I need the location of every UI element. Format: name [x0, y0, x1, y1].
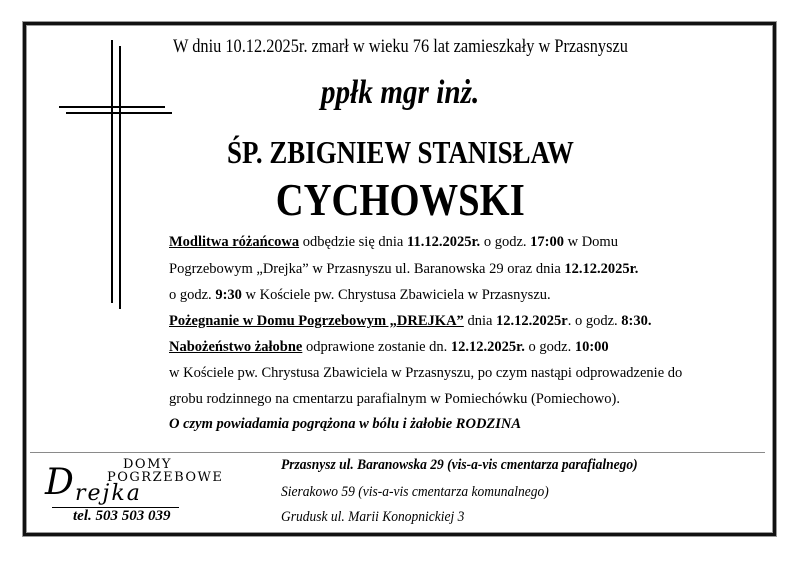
- logo-rejka: rejka: [75, 481, 142, 506]
- deceased-rank: ppłk mgr inż.: [320, 74, 480, 111]
- rosary-label: Modlitwa różańcowa: [169, 234, 300, 250]
- service-line-1: Nabożeństwo żałobne odprawione zostanie dn. 12.12.2025r. o godz. 10:00: [169, 339, 609, 355]
- logo-domy: DOMY: [123, 457, 172, 472]
- logo-pogrzebowe: POGRZEBOWE: [107, 470, 224, 485]
- deceased-surname: CYCHOWSKI: [275, 174, 525, 225]
- funeral-home-phone: tel. 503 503 039: [73, 508, 171, 524]
- service-line-2: w Kościele pw. Chrystusa Zbawiciela w Przasnyszu, po czym nastąpi odprowadzenie do: [169, 365, 683, 381]
- service-label: Nabożeństwo żałobne: [169, 339, 303, 355]
- deceased-given-names: ŚP. ZBIGNIEW STANISŁAW: [226, 134, 574, 170]
- rosary-line-2: Pogrzebowym „Drejka” w Przasnyszu ul. Baranowska 29 oraz dnia 12.12.2025r.: [169, 261, 639, 277]
- footer-divider: [30, 452, 765, 453]
- death-announcement: W dniu 10.12.2025r. zmarł w wieku 76 lat zamieszkały w Przasnyszu: [172, 36, 628, 57]
- address-przasnysz: Przasnysz ul. Baranowska 29 (vis-a-vis cmentarza parafialnego): [281, 457, 638, 473]
- address-sierakowo: Sierakowo 59 (vis-a-vis cmentarza komunalnego): [281, 484, 549, 500]
- farewell-label: Pożegnanie w Domu Pogrzebowym „DREJKA”: [169, 313, 464, 329]
- family-closing: O czym powiadamia pogrążona w bólu i żałobie RODZINA: [169, 416, 522, 432]
- rosary-line-3: o godz. 9:30 w Kościele pw. Chrystusa Zbawiciela w Przasnyszu.: [169, 287, 551, 303]
- service-line-3: grobu rodzinnego na cmentarzu parafialnym w Pomiechówku (Pomiechowo).: [169, 391, 620, 407]
- logo-initial: D: [45, 462, 74, 503]
- funeral-home-logo: [45, 455, 225, 527]
- farewell-line: Pożegnanie w Domu Pogrzebowym „DREJKA” dnia 12.12.2025r. o godz. 8:30.: [169, 313, 652, 329]
- rosary-line-1: Modlitwa różańcowa odbędzie się dnia 11.12.2025r. o godz. 17:00 w Domu: [169, 234, 618, 250]
- address-grudusk: Grudusk ul. Marii Konopnickiej 3: [281, 509, 465, 525]
